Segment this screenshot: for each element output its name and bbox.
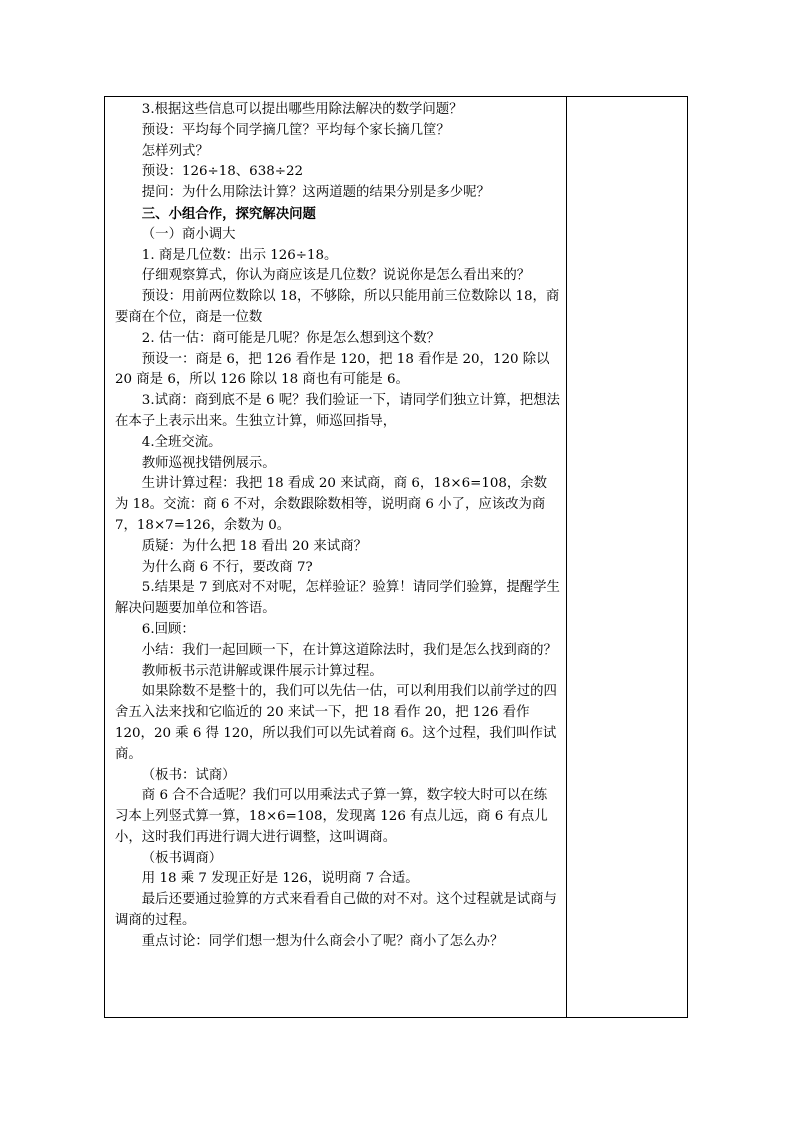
text-line: 3.根据这些信息可以提出哪些用除法解决的数学问题？ <box>141 102 463 117</box>
text-line: 教师巡视找错例展示。 <box>141 455 276 471</box>
text-paragraph: 如果除数不是整十的，我们可以先估一估，可以利用我们以前学过的四舍五入法来找和它临近的 20 来试一下，把 18 看作 20，把 126 看作 120，20 乘 6 得 120，所以我们可以先试着商 6。这个过程，我们叫作试商。 <box>115 684 557 762</box>
text-line: 怎样列式？ <box>141 143 209 159</box>
text-paragraph: 商 6 合不合适呢？我们可以用乘法式子算一算，数字较大时可以在练习本上列竖式算一算，18×6=108，发现离 126 有点儿远，商 6 有点儿小，这时我们再进行调大进行调整，这叫调商。 <box>115 788 548 845</box>
text-paragraph: 预设：用前两位数除以 18，不够除，所以只能用前三位数除以 18，商要商在个位，商是一位数 <box>115 289 560 325</box>
text-line: 6.回顾： <box>141 621 195 637</box>
text-paragraph: 重点讨论：同学们想一想为什么商会小了呢？商小了怎么办？ <box>141 933 504 949</box>
text-line: （板书调商） <box>141 850 223 866</box>
text-line: 为什么商 6 不行，要改商 7? <box>141 559 313 575</box>
notes-cell <box>567 97 687 1017</box>
text-line: 4.全班交流。 <box>141 434 222 450</box>
text-line: 提问：为什么用除法计算？这两道题的结果分别是多少呢？ <box>141 185 490 201</box>
text-paragraph: 3.试商：商到底不是 6 呢？我们验证一下，请同学们独立计算，把想法在本子上表示出来。生独立计算，师巡回指导， <box>115 393 560 429</box>
text-line: 2. 估一估：商可能是几呢？你是怎么想到这个数？ <box>141 330 441 346</box>
text-line: 用 18 乘 7 发现正好是 126，说明商 7 合适。 <box>141 871 419 887</box>
text-paragraph: 仔细观察算式，你认为商应该是几位数？说说你是怎么看出来的？ <box>141 268 531 284</box>
text-paragraph: 生讲计算过程：我把 18 看成 20 来试商，商 6，18×6=108，余数为 18。交流：商 6 不对，余数跟除数相等，说明商 6 小了，应该改为商 7，18×7=126，余数为 0。 <box>115 476 548 533</box>
lesson-content-cell <box>115 100 560 953</box>
text-paragraph: 5.结果是 7 到底对不对呢，怎样验证？验算！请同学们验算，提醒学生解决问题要加单位和答语。 <box>115 580 560 617</box>
section-heading: 三、小组合作，探究解决问题 <box>141 205 316 222</box>
subsection-heading: （一）商小调大 <box>141 226 236 242</box>
text-paragraph: 最后还要通过验算的方式来看看自己做的对不对。这个过程就是试商与调商的过程。 <box>115 892 557 929</box>
text-line: 预设：126÷18、638÷22 <box>141 164 303 180</box>
text-paragraph: 小结：我们一起回顾一下，在计算这道除法时，我们是怎么找到商的？ <box>141 642 557 658</box>
lesson-table <box>104 96 688 1018</box>
text-line: 1. 商是几位数：出示 126÷18。 <box>141 247 338 263</box>
text-line: 教师板书示范讲解或课件展示计算过程。 <box>141 663 383 679</box>
text-line: 预设：平均每个同学摘几筐？平均每个家长摘几筐？ <box>141 122 450 138</box>
text-line: 质疑：为什么把 18 看出 20 来试商？ <box>141 538 367 554</box>
text-paragraph: 预设一：商是 6，把 126 看作是 120，把 18 看作是 20，120 除以 20 商是 6，所以 126 除以 18 商也有可能是 6。 <box>115 351 550 388</box>
text-line: （板书：试商） <box>141 767 236 783</box>
